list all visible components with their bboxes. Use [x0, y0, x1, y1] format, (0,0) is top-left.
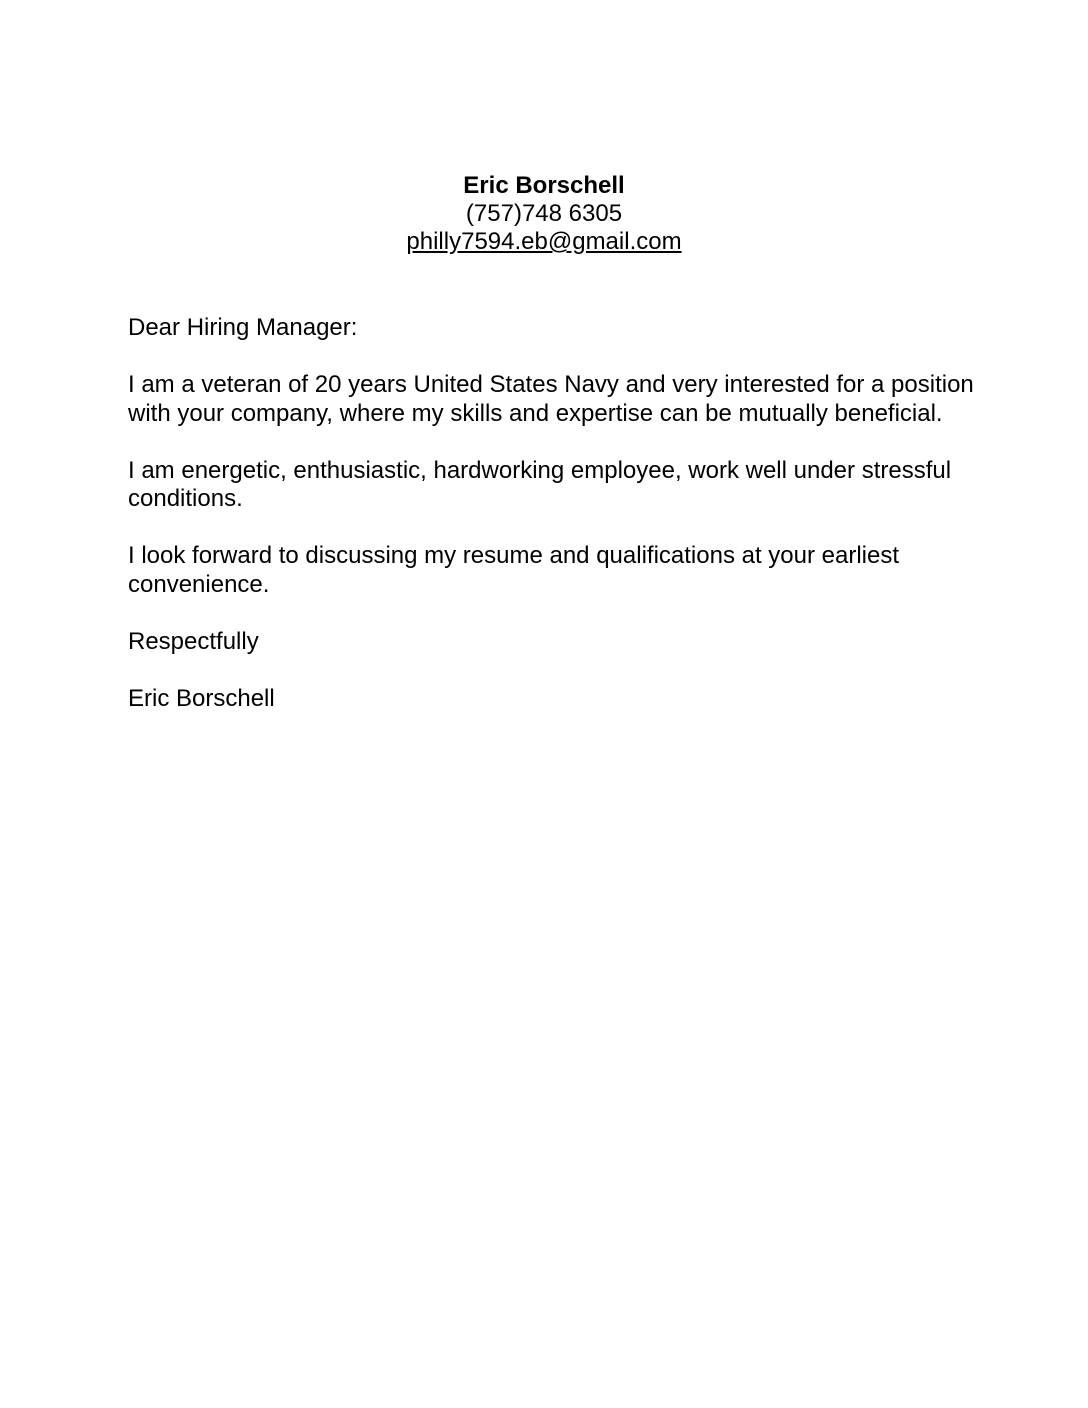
body-paragraph: I am energetic, enthusiastic, hardworking employee, work well under stressful conditions. — [128, 456, 952, 512]
sender-email-link[interactable]: philly7594.eb@gmail.com — [406, 228, 682, 255]
sender-phone: (757)748 6305 — [465, 200, 623, 227]
closing: Respectfully — [128, 627, 259, 655]
letter-header — [0, 172, 1088, 256]
letter-body — [128, 314, 988, 742]
body-paragraph: I look forward to discussing my resume and qualifications at your earliest convenience. — [128, 542, 900, 598]
sender-name: Eric Borschell — [463, 172, 625, 199]
signature: Eric Borschell — [128, 684, 275, 712]
salutation: Dear Hiring Manager: — [128, 314, 358, 341]
body-paragraph: I am a veteran of 20 years United States Navy and very interested for a position with your company, where my skills and expertise can be mutually beneficial. — [128, 371, 974, 427]
